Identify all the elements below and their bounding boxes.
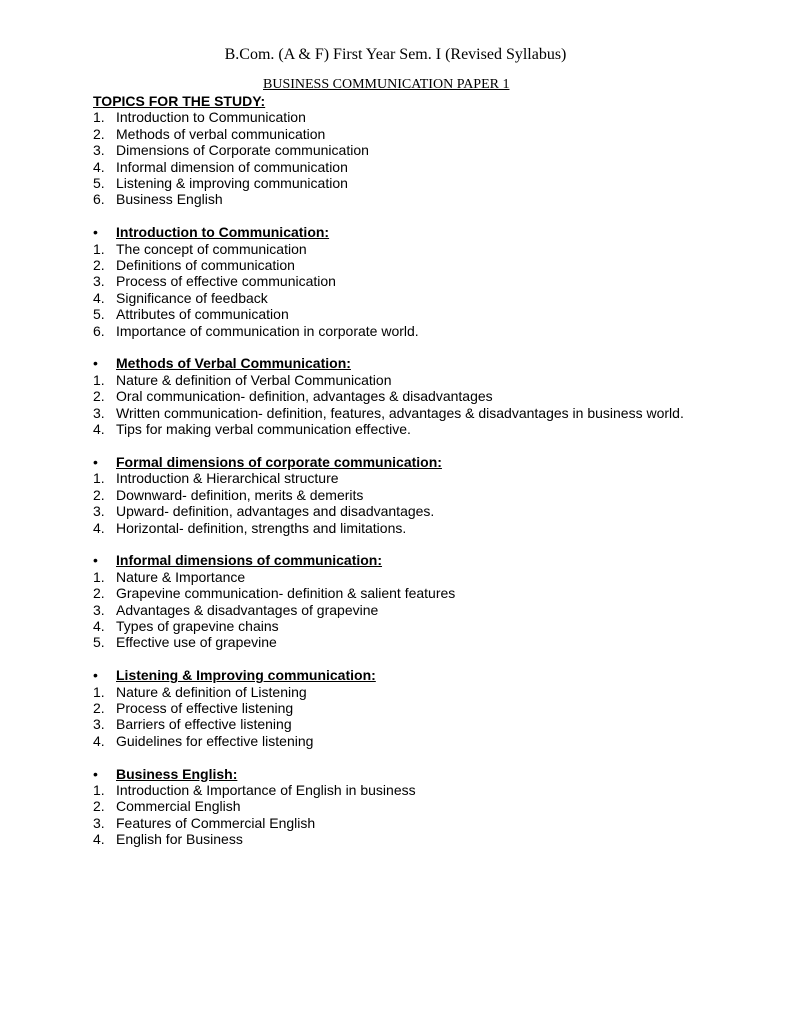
item-number: 4. bbox=[93, 421, 105, 438]
section-heading bbox=[93, 766, 773, 782]
item-number: 2. bbox=[93, 486, 105, 503]
section-heading-text: Introduction to Communication: bbox=[116, 224, 330, 241]
item-text: Attributes of communication bbox=[116, 306, 289, 323]
item-text: Nature & definition of Verbal Communication bbox=[116, 371, 392, 388]
item-text: Methods of verbal communication bbox=[116, 125, 326, 142]
section-spacer bbox=[93, 339, 773, 355]
list-item bbox=[93, 257, 773, 273]
item-text: Tips for making verbal communication effective. bbox=[116, 421, 411, 438]
item-text: Process of effective communication bbox=[116, 273, 336, 290]
item-text: Barriers of effective listening bbox=[116, 716, 292, 733]
item-number: 3. bbox=[93, 716, 105, 733]
item-number: 3. bbox=[93, 503, 105, 520]
item-text: Introduction & Importance of English in business bbox=[116, 781, 416, 798]
item-number: 6. bbox=[93, 322, 105, 339]
list-item bbox=[93, 273, 773, 289]
list-item bbox=[93, 306, 773, 322]
section-spacer bbox=[93, 536, 773, 552]
list-item bbox=[93, 191, 773, 207]
list-item bbox=[93, 388, 773, 404]
list-item bbox=[93, 585, 773, 601]
item-text: Commercial English bbox=[116, 798, 241, 815]
bullet-icon: • bbox=[93, 453, 98, 470]
section-heading-text: Listening & Improving communication: bbox=[116, 667, 376, 684]
item-number: 1. bbox=[93, 781, 105, 798]
section-heading bbox=[93, 355, 773, 371]
syllabus-section bbox=[93, 454, 773, 536]
list-item bbox=[93, 421, 773, 437]
item-text: Guidelines for effective listening bbox=[116, 732, 314, 749]
item-text: Types of grapevine chains bbox=[116, 617, 279, 634]
item-text: Upward- definition, advantages and disadvantages. bbox=[116, 503, 435, 520]
item-number: 4. bbox=[93, 617, 105, 634]
section-heading-text: Formal dimensions of corporate communication: bbox=[116, 453, 442, 470]
section-spacer bbox=[93, 651, 773, 667]
section-heading bbox=[93, 454, 773, 470]
section-spacer bbox=[93, 438, 773, 454]
list-item bbox=[93, 487, 773, 503]
item-number: 3. bbox=[93, 273, 105, 290]
section-heading-text: Informal dimensions of communication: bbox=[116, 552, 383, 569]
list-item bbox=[93, 142, 773, 158]
list-item bbox=[93, 126, 773, 142]
section-heading-text: Business English: bbox=[116, 765, 238, 782]
item-number: 3. bbox=[93, 404, 105, 421]
list-item bbox=[93, 602, 773, 618]
item-number: 2. bbox=[93, 798, 105, 815]
list-item bbox=[93, 798, 773, 814]
section-spacer bbox=[93, 749, 773, 765]
sections bbox=[93, 208, 773, 848]
item-text: Dimensions of Corporate communication bbox=[116, 142, 369, 159]
item-number: 4. bbox=[93, 519, 105, 536]
item-number: 3. bbox=[93, 142, 105, 159]
item-text: Introduction & Hierarchical structure bbox=[116, 470, 339, 487]
section-heading bbox=[93, 224, 773, 240]
item-number: 4. bbox=[93, 158, 105, 175]
item-text: Nature & definition of Listening bbox=[116, 683, 307, 700]
item-number: 1. bbox=[93, 470, 105, 487]
item-text: Introduction to Communication bbox=[116, 109, 306, 126]
item-text: Business English bbox=[116, 191, 223, 208]
item-text: Grapevine communication- definition & salient features bbox=[116, 585, 456, 602]
item-number: 5. bbox=[93, 306, 105, 323]
item-number: 1. bbox=[93, 371, 105, 388]
list-item bbox=[93, 372, 773, 388]
syllabus-section bbox=[93, 355, 773, 437]
item-number: 2. bbox=[93, 699, 105, 716]
list-item bbox=[93, 569, 773, 585]
item-text: Features of Commercial English bbox=[116, 814, 316, 831]
list-item bbox=[93, 470, 773, 486]
item-number: 3. bbox=[93, 601, 105, 618]
item-number: 1. bbox=[93, 568, 105, 585]
list-item bbox=[93, 831, 773, 847]
item-number: 4. bbox=[93, 732, 105, 749]
item-number: 4. bbox=[93, 831, 105, 848]
item-text: Downward- definition, merits & demerits bbox=[116, 486, 364, 503]
list-item bbox=[93, 634, 773, 650]
syllabus-section bbox=[93, 667, 773, 749]
list-item bbox=[93, 716, 773, 732]
item-number: 1. bbox=[93, 683, 105, 700]
list-item bbox=[93, 618, 773, 634]
item-text: Significance of feedback bbox=[116, 289, 268, 306]
bullet-icon: • bbox=[93, 765, 98, 782]
section-spacer bbox=[93, 208, 773, 224]
item-number: 4. bbox=[93, 289, 105, 306]
syllabus-content bbox=[93, 93, 773, 848]
item-number: 1. bbox=[93, 240, 105, 257]
list-item bbox=[93, 503, 773, 519]
item-number: 2. bbox=[93, 388, 105, 405]
item-number: 1. bbox=[93, 109, 105, 126]
item-text: Definitions of communication bbox=[116, 257, 295, 274]
syllabus-section bbox=[93, 552, 773, 650]
bullet-icon: • bbox=[93, 224, 98, 241]
list-item bbox=[93, 323, 773, 339]
list-item bbox=[93, 520, 773, 536]
list-item bbox=[93, 684, 773, 700]
topics-list bbox=[93, 109, 773, 207]
section-heading bbox=[93, 552, 773, 568]
item-text: Nature & Importance bbox=[116, 568, 246, 585]
item-number: 3. bbox=[93, 814, 105, 831]
item-number: 2. bbox=[93, 585, 105, 602]
item-text: Informal dimension of communication bbox=[116, 158, 348, 175]
item-text: Effective use of grapevine bbox=[116, 634, 277, 651]
item-text: Written communication- definition, features, advantages & disadvantages in business world. bbox=[116, 404, 684, 421]
section-heading-text: Methods of Verbal Communication: bbox=[116, 355, 351, 372]
list-item bbox=[93, 109, 773, 125]
list-item bbox=[93, 241, 773, 257]
list-item bbox=[93, 290, 773, 306]
list-item bbox=[93, 815, 773, 831]
syllabus-section bbox=[93, 224, 773, 339]
item-number: 5. bbox=[93, 175, 105, 192]
paper-subtitle: BUSINESS COMMUNICATION PAPER 1 bbox=[263, 77, 510, 92]
item-number: 5. bbox=[93, 634, 105, 651]
item-number: 2. bbox=[93, 125, 105, 142]
item-text: Listening & improving communication bbox=[116, 175, 348, 192]
syllabus-section bbox=[93, 766, 773, 848]
bullet-icon: • bbox=[93, 355, 98, 372]
item-number: 2. bbox=[93, 257, 105, 274]
bullet-icon: • bbox=[93, 667, 98, 684]
document-title: B.Com. (A & F) First Year Sem. I (Revised Syllabus) bbox=[224, 46, 567, 63]
list-item bbox=[93, 405, 773, 421]
item-text: Importance of communication in corporate world. bbox=[116, 322, 419, 339]
item-text: Horizontal- definition, strengths and limitations. bbox=[116, 519, 407, 536]
item-number: 6. bbox=[93, 191, 105, 208]
section-heading bbox=[93, 667, 773, 683]
list-item bbox=[93, 782, 773, 798]
list-item bbox=[93, 159, 773, 175]
list-item bbox=[93, 733, 773, 749]
item-text: The concept of communication bbox=[116, 240, 307, 257]
list-item bbox=[93, 700, 773, 716]
item-text: Oral communication- definition, advantages & disadvantages bbox=[116, 388, 493, 405]
topics-heading: TOPICS FOR THE STUDY: bbox=[93, 93, 266, 109]
item-text: Advantages & disadvantages of grapevine bbox=[116, 601, 379, 618]
item-text: Process of effective listening bbox=[116, 699, 294, 716]
item-text: English for Business bbox=[116, 831, 243, 848]
list-item bbox=[93, 175, 773, 191]
bullet-icon: • bbox=[93, 552, 98, 569]
